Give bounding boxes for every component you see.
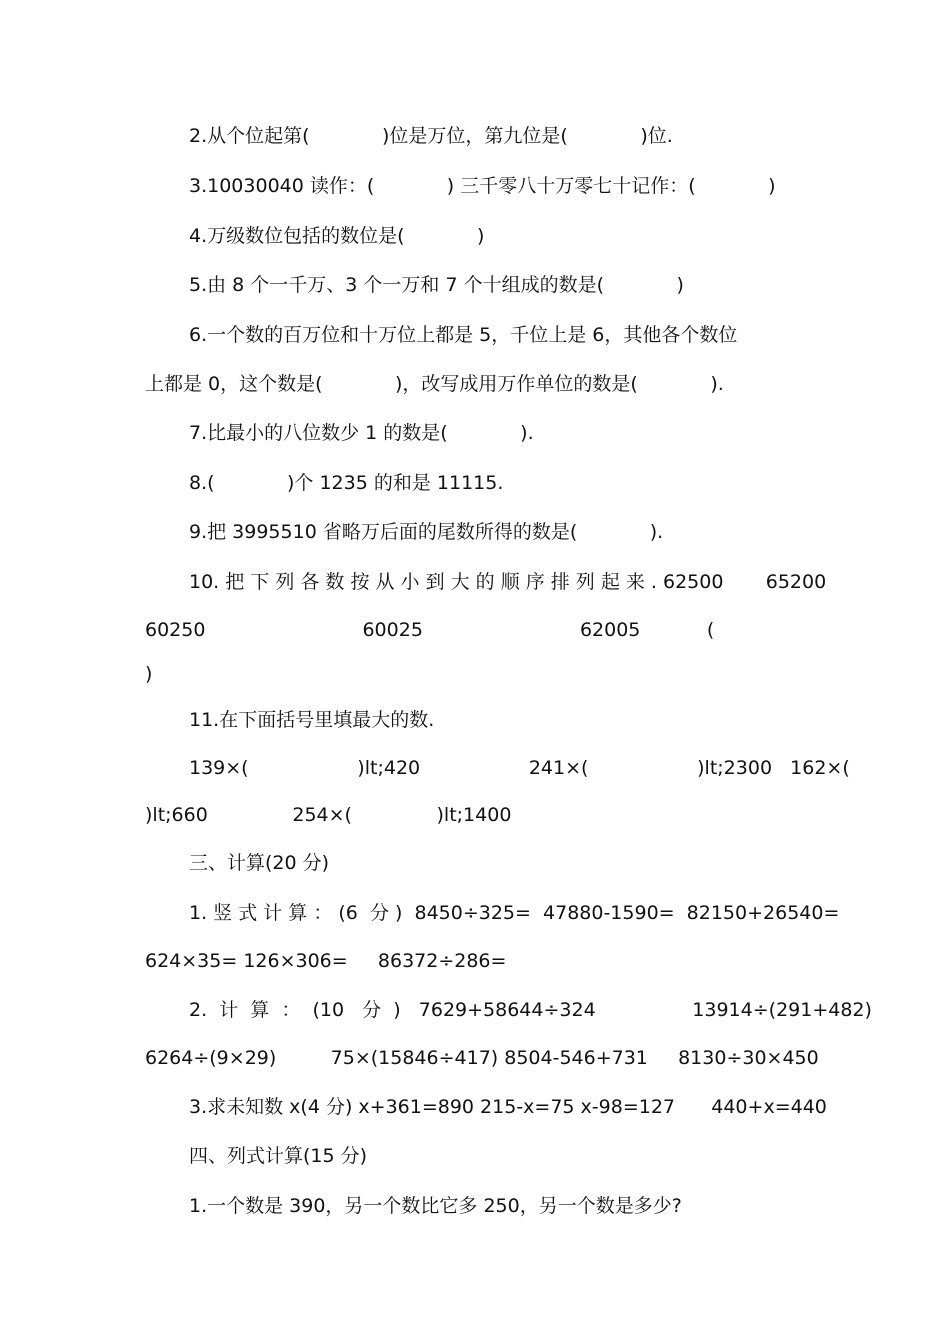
- question-11-line: 11.在下面括号里填最大的数.: [189, 709, 435, 731]
- calc-3-line: 3.求未知数 x(4 分) x+361=890 215-x=75 x-98=127 440+x=440: [189, 1096, 827, 1118]
- question-3-line: 3.10030040 读作：( ) 三千零八十万零七十记作：( ): [189, 175, 776, 197]
- calc-1-line-2: 624×35= 126×306= 86372÷286=: [145, 950, 507, 972]
- question-9-line: 9.把 3995510 省略万后面的尾数所得的数是( ).: [189, 521, 664, 543]
- question-10-line-1: 10. 把 下 列 各 数 按 从 小 到 大 的 顺 序 排 列 起 来 . 62500 65200: [189, 571, 827, 593]
- section-3-heading: 三、计算(20 分): [189, 852, 330, 874]
- question-4-line: 4.万级数位包括的数位是( ): [189, 225, 485, 247]
- question-7-line: 7.比最小的八位数少 1 的数是( ).: [189, 422, 534, 444]
- calc-1-line-1: 1. 竖 式 计 算 ： (6 分 ) 8450÷325= 47880-1590= 82150+26540=: [189, 902, 840, 924]
- question-11-items-line-2: )lt;660 254×( )lt;1400: [145, 804, 512, 826]
- question-6-line-1: 6.一个数的百万位和十万位上都是 5，千位上是 6，其他各个数位: [189, 324, 738, 346]
- question-6-line-2: 上都是 0，这个数是( )，改写成用万作单位的数是( ).: [145, 373, 724, 395]
- section-4-heading: 四、列式计算(15 分): [189, 1145, 368, 1167]
- question-10-line-3: ): [145, 663, 153, 685]
- question-10-line-2: 60250 60025 62005 (: [145, 619, 715, 641]
- calc-2-line-1: 2. 计 算 ： (10 分 ) 7629+58644÷324 13914÷(291+482): [189, 999, 872, 1021]
- question-11-items-line-1: 139×( )lt;420 241×( )lt;2300 162×(: [189, 757, 850, 779]
- section-4-question-1: 1.一个数是 390，另一个数比它多 250，另一个数是多少?: [189, 1195, 682, 1217]
- question-2-line: 2.从个位起第( )位是万位，第九位是( )位.: [189, 125, 673, 147]
- question-8-line: 8.( )个 1235 的和是 11115.: [189, 472, 504, 494]
- question-5-line: 5.由 8 个一千万、3 个一万和 7 个十组成的数是( ): [189, 274, 684, 296]
- calc-2-line-2: 6264÷(9×29) 75×(15846÷417) 8504-546+731 8130÷30×450: [145, 1047, 819, 1069]
